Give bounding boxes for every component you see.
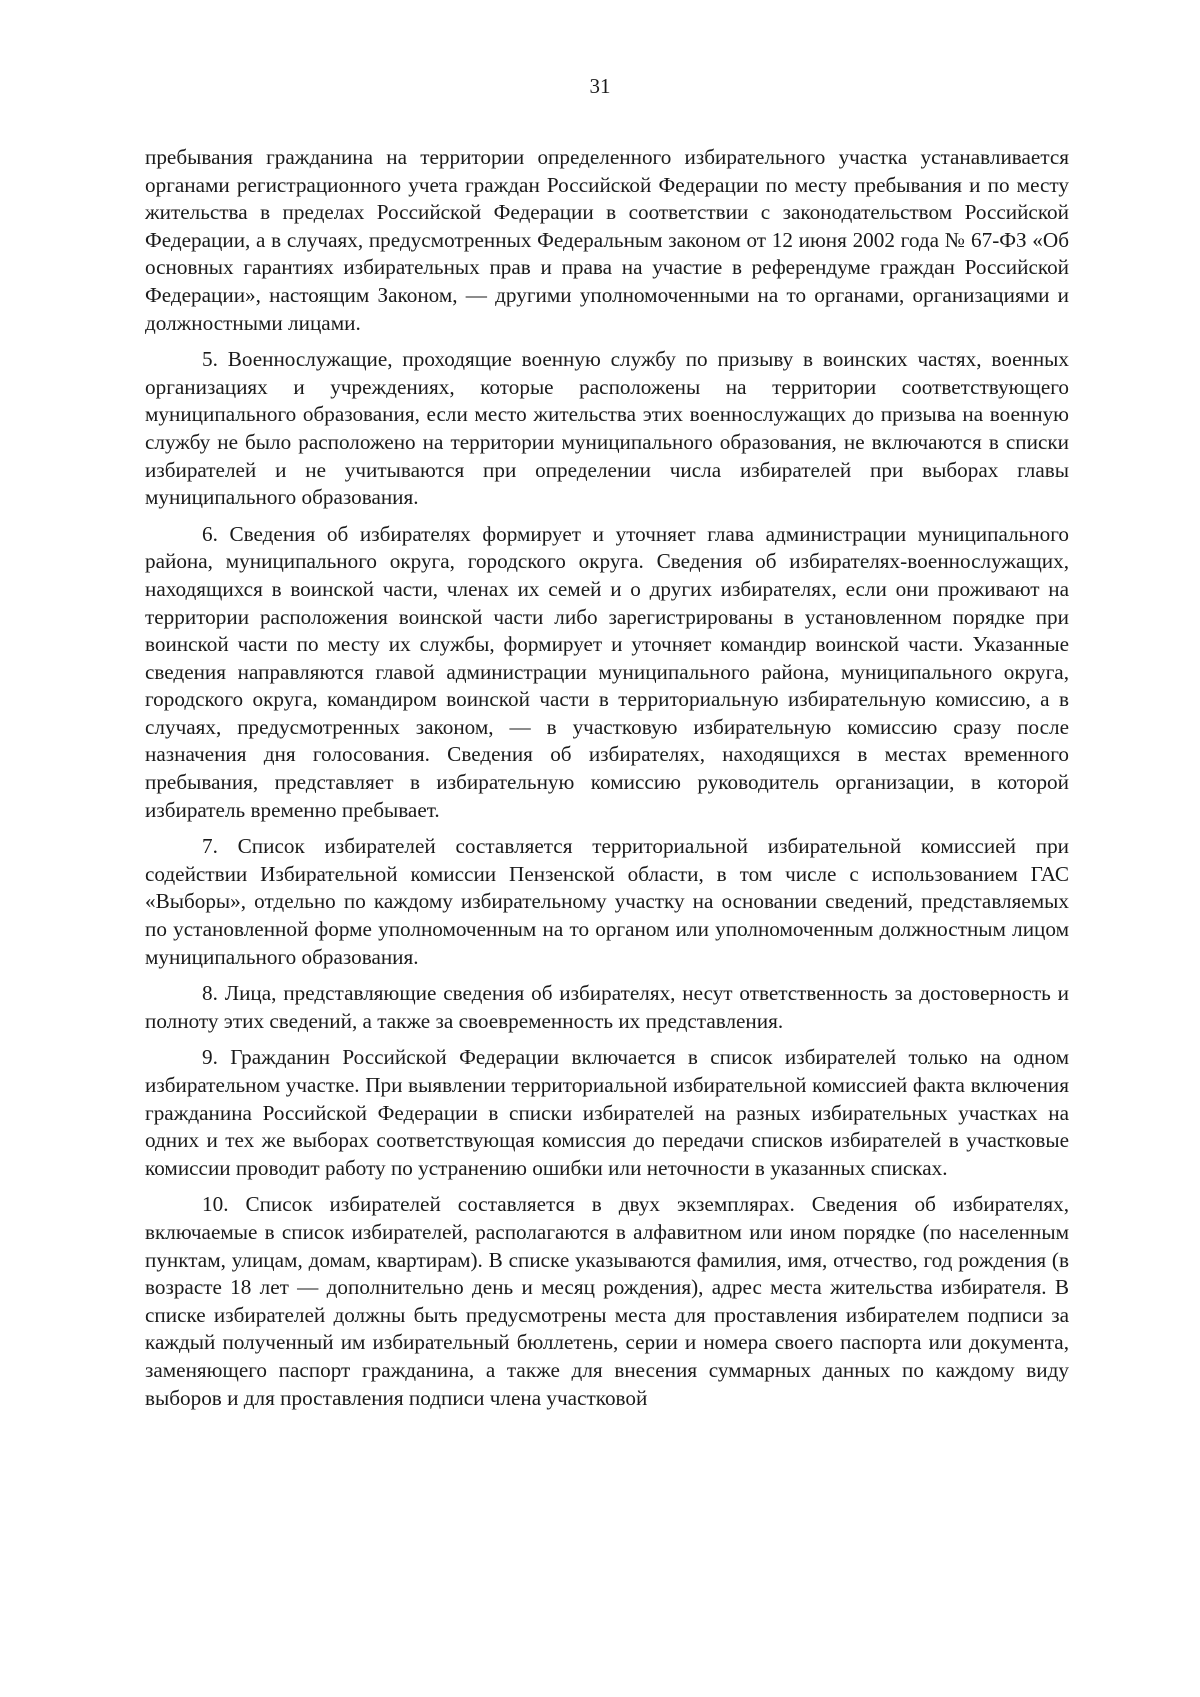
paragraph-item-10: 10. Список избирателей составляется в двух экземплярах. Сведения об избирателях, включаемые в список избирателей, располагаются в алфавитном или ином порядке (по населенным пунктам, улицам, домам, квартирам). В списке указываются фамилия, имя, отчество, год рождения (в возрасте 18 лет — дополнительно день и месяц рождения), адрес места жительства избирателя. В списке избирателей должны быть предусмотрены места для проставления избирателем подписи за каждый полученный им избирательный бюллетень, серии и номера своего паспорта или документа, заменяющего паспорт гражданина, а также для внесения суммарных данных по каждому виду выборов и для проставления подписи члена участковой	[145, 1192, 1069, 1410]
paragraph-item-5: 5. Военнослужащие, проходящие военную службу по призыву в воинских частях, военных организациях и учреждениях, которые расположены на территории соответствующего муниципального образования, если место жительства этих военнослужащих до призыва на военную службу не было расположено на территории муниципального образования, не включаются в списки избирателей и не учитываются при определении числа избирателей при выборах главы муниципального образования.	[145, 347, 1069, 510]
page-number: 31	[589, 74, 611, 98]
document-body	[145, 144, 1069, 1421]
paragraph-item-7: 7. Список избирателей составляется территориальной избирательной комиссией при содействии Избирательной комиссии Пензенской области, в том числе с использованием ГАС «Выборы», отдельно по каждому избирательному участку на основании сведений, представляемых по установленной форме уполномоченным на то органом или уполномоченным должностным лицом муниципального образования.	[145, 834, 1069, 969]
paragraph-continuation: пребывания гражданина на территории определенного избирательного участка устанавливается органами регистрационного учета граждан Российской Федерации по месту пребывания и по месту жительства в пределах Российской Федерации в соответствии с законодательством Российской Федерации, а в случаях, предусмотренных Федеральным законом от 12 июня 2002 года № 67-ФЗ «Об основных гарантиях избирательных прав и права на участие в референдуме граждан Российской Федерации», настоящим Законом, — другими уполномоченными на то органами, организациями и должностными лицами.	[145, 145, 1069, 335]
paragraph-item-9: 9. Гражданин Российской Федерации включается в список избирателей только на одном избирательном участке. При выявлении территориальной избирательной комиссией факта включения гражданина Российской Федерации в списки избирателей на разных избирательных участках на одних и тех же выборах соответствующая комиссия до передачи списков избирателей в участковые комиссии проводит работу по устранению ошибки или неточности в указанных списках.	[145, 1045, 1069, 1180]
paragraph-item-6: 6. Сведения об избирателях формирует и уточняет глава администрации муниципального района, муниципального округа, городского округа. Сведения об избирателях-военнослужащих, находящихся в воинской части, членах их семей и о других избирателях, если они проживают на территории расположения воинской части либо зарегистрированы в установленном порядке при воинской части по месту их службы, формирует и уточняет командир воинской части. Указанные сведения направляются главой администрации муниципального района, муниципального округа, городского округа, командиром воинской части в территориальную избирательную комиссию, а в случаях, предусмотренных законом, — в участковую избирательную комиссию сразу после назначения дня голосования. Сведения об избирателях, находящихся в местах временного пребывания, представляет в избирательную комиссию руководитель организации, в которой избиратель временно пребывает.	[145, 521, 1069, 822]
paragraph-item-8: 8. Лица, представляющие сведения об избирателях, несут ответственность за достоверность и полноту этих сведений, а также за своевременность их представления.	[145, 981, 1069, 1033]
